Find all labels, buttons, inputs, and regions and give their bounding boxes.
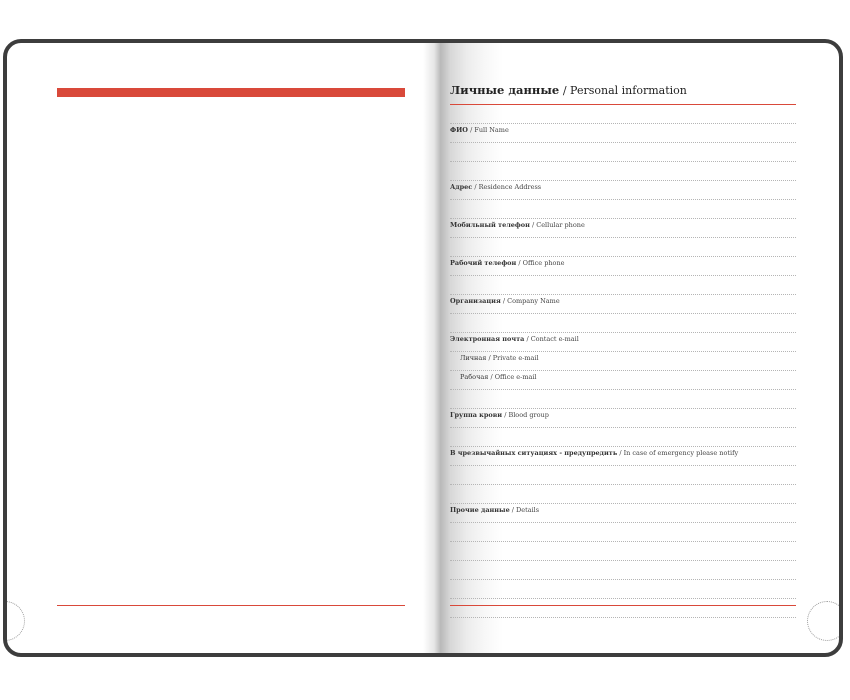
field-label-ru: Рабочий телефон [450, 259, 517, 267]
form-rule [450, 351, 796, 352]
form-title-ru: Личные данные [450, 83, 560, 97]
form-rule [450, 579, 796, 580]
left-corner-dotted-arc [3, 601, 25, 641]
form-rule [450, 294, 796, 295]
form-title [450, 83, 796, 105]
form-rule [450, 503, 796, 504]
right-corner-dotted-arc [807, 601, 843, 641]
field-label-en: / In case of emergency please notify [619, 449, 739, 457]
form-title-en: / Personal information [562, 84, 687, 97]
form-rule [450, 427, 796, 428]
form-rule [450, 522, 796, 523]
left-page [7, 43, 433, 653]
field-label-en: / Office phone [518, 259, 565, 267]
form-rule [450, 275, 796, 276]
left-page-red-bar [57, 88, 405, 97]
field-label-ru: ФИО [450, 126, 468, 134]
field-label-en: / Details [511, 506, 540, 514]
form-rule [450, 199, 796, 200]
form-rule [450, 161, 796, 162]
field-label-ru: Прочие данные [450, 506, 510, 514]
form-rule [450, 389, 796, 390]
field-label-ru: Мобильный телефон [450, 221, 530, 229]
form-rule [450, 237, 796, 238]
field-label-en: / Office e-mail [490, 373, 537, 381]
field-label-ru: Организация [450, 297, 501, 305]
field-details [450, 506, 539, 514]
form-rule [450, 541, 796, 542]
field-label-ru: Рабочая [460, 373, 489, 381]
field-label-ru: В чрезвычайных ситуациях - предупредить [450, 449, 618, 457]
field-label-en: / Contact e-mail [526, 335, 579, 343]
field-office-phone [450, 259, 565, 267]
form-rule [450, 332, 796, 333]
field-private-email [460, 354, 539, 362]
field-cellular-phone [450, 221, 585, 229]
right-page [433, 43, 839, 653]
form-rule [450, 617, 796, 618]
left-page-bottom-rule [57, 605, 405, 606]
notebook-spread [3, 39, 843, 657]
field-emergency-contact [450, 449, 738, 457]
form-rule [450, 142, 796, 143]
field-office-email [460, 373, 537, 381]
form-rule [450, 408, 796, 409]
form-rule [450, 484, 796, 485]
field-company-name [450, 297, 560, 305]
form-rule [450, 256, 796, 257]
field-label-en: / Full Name [470, 126, 509, 134]
form-rule [450, 465, 796, 466]
form-rule [450, 446, 796, 447]
field-label-en: / Company Name [502, 297, 560, 305]
form-rule [450, 370, 796, 371]
form-rule [450, 313, 796, 314]
form-rule [450, 598, 796, 599]
field-blood-group [450, 411, 549, 419]
field-label-ru: Адрес [450, 183, 473, 191]
personal-information-form [450, 83, 796, 514]
field-label-en: / Private e-mail [488, 354, 539, 362]
field-contact-email [450, 335, 579, 343]
form-rule [450, 218, 796, 219]
form-rule [450, 180, 796, 181]
form-rule [450, 123, 796, 124]
field-label-en: / Cellular phone [531, 221, 585, 229]
field-residence-address [450, 183, 541, 191]
field-label-ru: Личная [460, 354, 487, 362]
field-label-ru: Группа крови [450, 411, 503, 419]
field-label-en: / Residence Address [474, 183, 542, 191]
form-rule [450, 560, 796, 561]
field-label-en: / Blood group [504, 411, 549, 419]
field-label-ru: Электронная почта [450, 335, 525, 343]
right-page-bottom-rule [450, 605, 796, 606]
field-full-name [450, 126, 509, 134]
